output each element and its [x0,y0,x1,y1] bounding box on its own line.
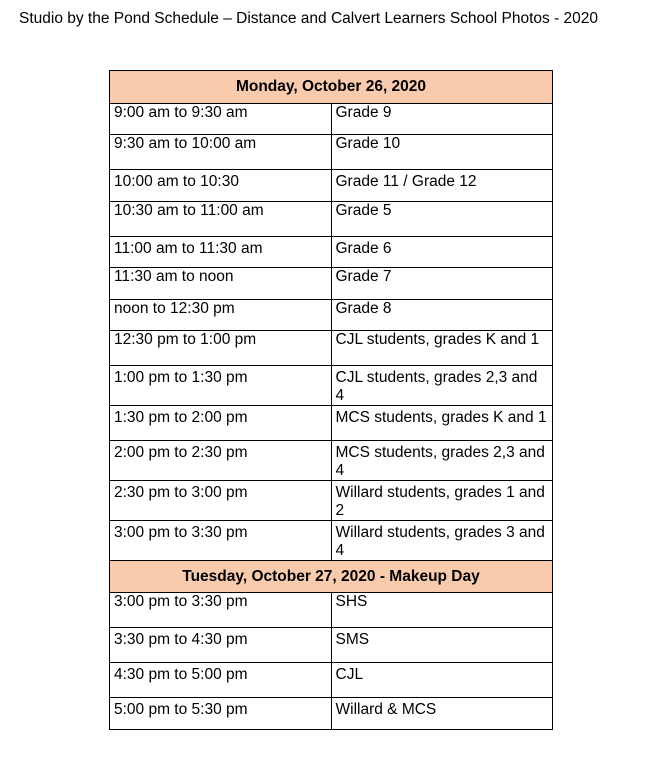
table-row [110,663,553,698]
table-row [110,104,553,135]
table-row [110,628,553,663]
group-cell: SHS [331,593,553,628]
day-header-row [110,71,553,104]
group-cell: Grade 8 [331,300,553,331]
group-cell: CJL [331,663,553,698]
table-row [110,135,553,170]
time-cell: 10:00 am to 10:30 [110,170,332,202]
table-row [110,593,553,628]
time-cell: 2:00 pm to 2:30 pm [110,441,332,481]
group-cell: Willard students, grades 1 and 2 [331,481,553,521]
day-header: Tuesday, October 27, 2020 - Makeup Day [110,561,553,593]
table-row [110,202,553,237]
time-cell: 11:30 am to noon [110,268,332,300]
table-row [110,300,553,331]
time-cell: 10:30 am to 11:00 am [110,202,332,237]
time-cell: 11:00 am to 11:30 am [110,237,332,268]
table-row [110,441,553,481]
table-row [110,698,553,730]
group-cell: Grade 5 [331,202,553,237]
group-cell: Grade 7 [331,268,553,300]
table-row [110,406,553,441]
time-cell: 12:30 pm to 1:00 pm [110,331,332,366]
group-cell: SMS [331,628,553,663]
table-row [110,237,553,268]
time-cell: 3:00 pm to 3:30 pm [110,593,332,628]
table-row [110,366,553,406]
schedule-table [109,70,553,730]
day-header-row [110,561,553,593]
time-cell: 5:00 pm to 5:30 pm [110,698,332,730]
group-cell: Willard students, grades 3 and 4 [331,521,553,561]
table-row [110,521,553,561]
group-cell: MCS students, grades 2,3 and 4 [331,441,553,481]
day-header: Monday, October 26, 2020 [110,71,553,104]
group-cell: Grade 10 [331,135,553,170]
time-cell: 3:00 pm to 3:30 pm [110,521,332,561]
table-row [110,331,553,366]
group-cell: Grade 6 [331,237,553,268]
table-row [110,170,553,202]
group-cell: Grade 11 / Grade 12 [331,170,553,202]
time-cell: noon to 12:30 pm [110,300,332,331]
table-row [110,268,553,300]
time-cell: 2:30 pm to 3:00 pm [110,481,332,521]
time-cell: 9:30 am to 10:00 am [110,135,332,170]
time-cell: 3:30 pm to 4:30 pm [110,628,332,663]
time-cell: 1:30 pm to 2:00 pm [110,406,332,441]
group-cell: MCS students, grades K and 1 [331,406,553,441]
group-cell: CJL students, grades 2,3 and 4 [331,366,553,406]
group-cell: Grade 9 [331,104,553,135]
time-cell: 1:00 pm to 1:30 pm [110,366,332,406]
time-cell: 9:00 am to 9:30 am [110,104,332,135]
document-title: Studio by the Pond Schedule – Distance and Calvert Learners School Photos - 2020 [19,10,599,27]
time-cell: 4:30 pm to 5:00 pm [110,663,332,698]
group-cell: CJL students, grades K and 1 [331,331,553,366]
table-row [110,481,553,521]
group-cell: Willard & MCS [331,698,553,730]
